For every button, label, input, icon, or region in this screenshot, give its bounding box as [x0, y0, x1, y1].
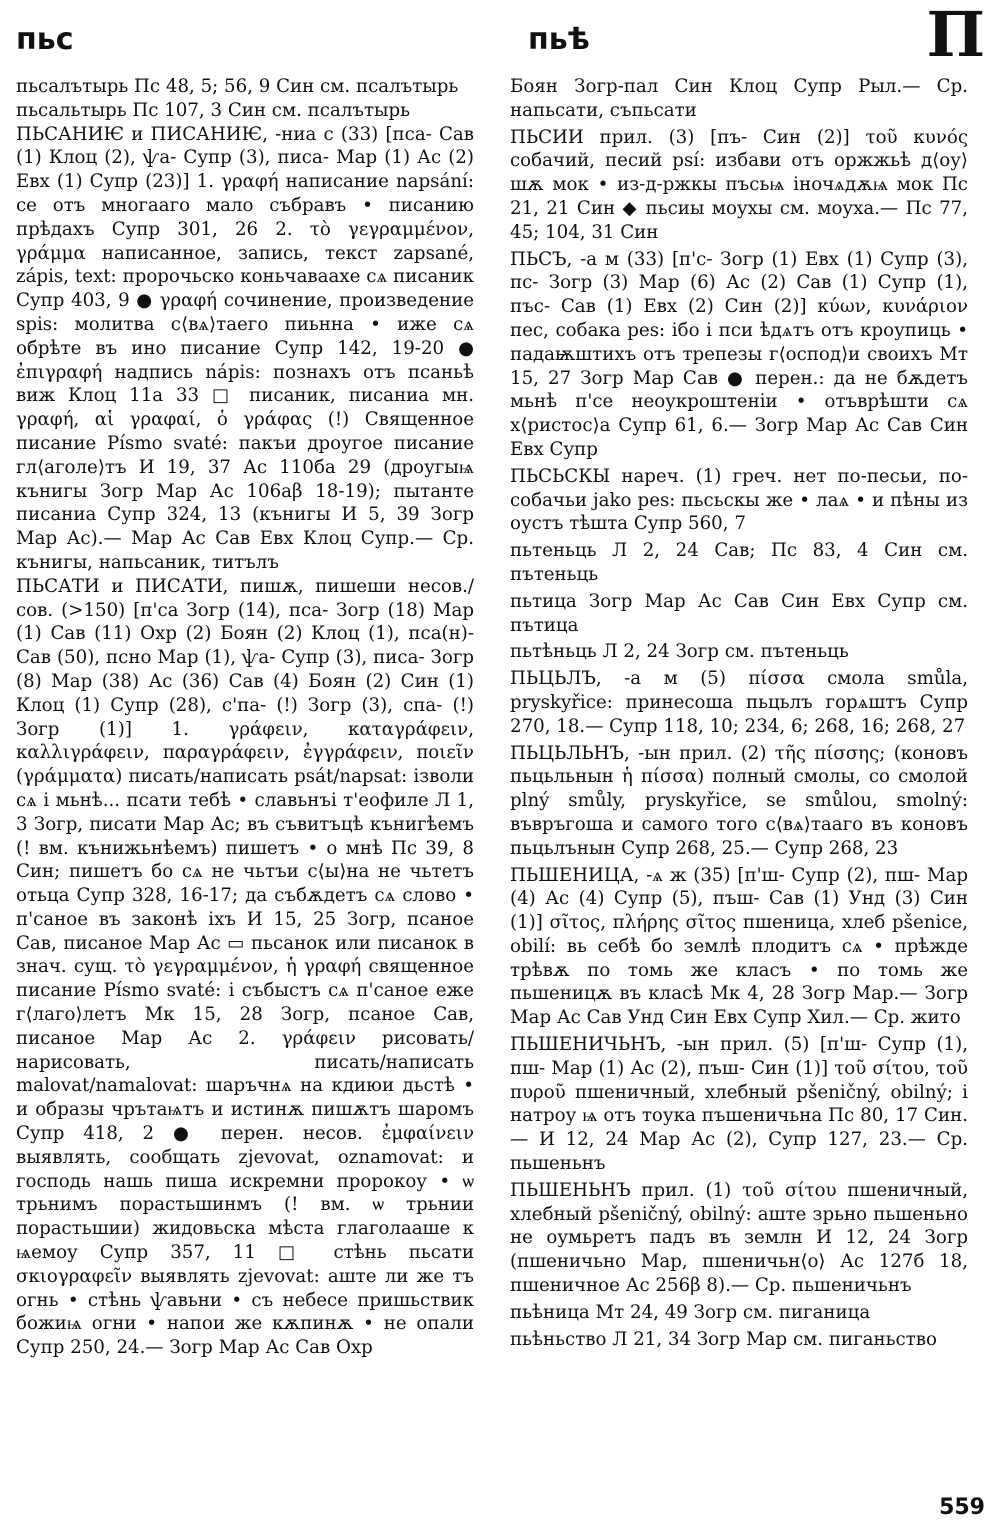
center-guideword: пьѣ	[528, 22, 590, 57]
dictionary-entry: пьсалътырь Пс 48, 5; 56, 9 Син см. псалътырь	[16, 76, 459, 97]
dictionary-entry: ПЬШЕНИЦА, -ѧ ж (35) [п'ш- Супр (2), пш- Мар (4) Ас (4) Супр (5), пъш- Сав (1) Унд (3) Син (1)] σῖτος, πλήρης σῖτος пшеница, хлеб pšenice, obilí: вь себѣ бо землѣ плодитъ сѧ • прѣжде трѣвѫ по томь же класъ • по томь же пьшеницѫ въ класѣ Мк 4, 28 Зогр Мар.— Зогр Мар Ас Сав Унд Син Евх Супр Хил.— Ср. жито	[510, 864, 968, 1029]
dictionary-entry: ПЬСЬСКЫ нареч. (1) греч. нет по-песьи, по-собачьи jako pes: пьсьскы же • лаѧ • и пѣны из оустъ тѣшта Супр 560, 7	[510, 465, 968, 535]
right-column	[510, 75, 968, 1351]
section-letter: П	[926, 0, 985, 71]
dictionary-entry: пьсальтырь Пс 107, 3 Син см. псалътырь	[16, 99, 411, 121]
dictionary-entry: пьѣньство Л 21, 34 Зогр Мар см. пиганьство	[510, 1328, 937, 1350]
dictionary-entry: ПЬСЪ, -а м (33) [п'с- Зогр (1) Евх (1) Супр (3), пс- Зогр (3) Мар (6) Ас (2) Сав (1) Супр (1), пъс- Сав (1) Евх (2) Син (2)] κύων, κυνάριον пес, собака pes: ібо і пси ѣдѧтъ отъ кроупиць • падаѭштихъ отъ трепезы г⟨оспод⟩и своихъ Мт 15, 27 Зогр Мар Сав ● перен.: да не бѫдетъ мьнѣ п'се неоукроштенiи • отъврѣшти сѧ х⟨ристос⟩а Супр 61, 6.— Зогр Мар Ас Сав Син Евх Супр	[510, 248, 968, 460]
dictionary-entry: пьтѣньць Л 2, 24 Зогр см. пътеньць	[510, 641, 849, 663]
dictionary-entry: Боян Зогр-пал Син Клоц Супр Рыл.— Ср. напьсати, съпьсати	[510, 76, 968, 121]
left-guideword: пьс	[16, 22, 74, 57]
dictionary-entry: ПЬСАТИ и ПИСАТИ, пишѫ, пишеши несов./сов. (>150) [п'са Зогр (14), пса- Зогр (18) Мар (1) Сав (11) Охр (2) Боян (2) Клоц (1), пса(н)- Сав (50), псно Мар (1), ѱа- Супр (3), писа- Зогр (8) Мар (38) Ас (36) Сав (4) Боян (2) Син (1) Клоц (1) Супр (28), с'па- (!) Зогр (3), спа- (!) Зогр (1)] 1. γράφειν, καταγράφειν, καλλιγράφειν, παραγράφειν, ἐγγράφειν, ποιεῖν (γράμματα) писать/написать psát/napsat: ізволи сѧ і мьнѣ... псати тебѣ • славьнъі т'еофиле Л 1, 3 Зогр, писати Мар Ас; въ съвитъцѣ кънигѣемъ (! вм. кънижьнѣемъ) пишетъ • о мнѣ Пс 39, 8 Син; пишетъ бо сѧ не чьтъи с⟨ы⟩на не чьтетъ отьца Супр 328, 16-17; да събѫдетъ сѧ слово • п'саное въ законѣ іхъ И 15, 25 Зогр, псаное Сав, писаное Мар Ас ▭ пьсанок или писанок в знач. сущ. τὸ γεγραμμένον, ἡ γραφή священное писание Písmo svaté: і събыстъ сѧ п'саное еже г⟨лаго⟩летъ Мк 15, 28 Зогр, псаное Сав, писаное Мар Ас 2. γράφειν рисовать/нарисовать, писать/написать malovat/namalovat: шаръчнѧ на кдиюи дьстѣ • и образы чрътаѩтъ и истинѫ пишѫтъ шаромъ Супр 418, 2 ● перен. несов. ἐμφαίνειν выявлять, сообщать zjevovat, oznamovat: и господь нашь пиша искремни пророкоу • ѡ трьнимъ порастьшинмъ (! вм. ѡ трьнии порастьшии) жидовьска мѣста глаголааше к ѩемоу Супр 357, 11 □ стѣнь пьсати σκιογραφεῖν выявлять zjevovat: аште ли же тъ огнь • стѣнь ѱавьни • съ небесе пришьствик божиѩ огни • напои же кѫпинѫ • не опали Супр 250, 24.— Зогр Мар Ас Сав Охр	[16, 575, 474, 1359]
dictionary-entry: пьѣница Мт 24, 49 Зогр см. пиганица	[510, 1301, 871, 1323]
dictionary-entry: пьтица Зогр Мар Ас Сав Син Евх Супр см. пътица	[510, 590, 968, 636]
dictionary-entry: ПЬСИИ прил. (3) [пъ- Син (2)] τοῦ κυνός собачий, песий psí: избави отъ оржжьѣ д⟨оу⟩шѫ мок • из-д-ржкы пъсьѩ іночѧдѫѩ мок Пс 21, 21 Син ◆ пьсиы моухы см. моуха.— Пс 77, 45; 104, 31 Син	[510, 126, 968, 243]
dictionary-entry: ПЬЦЬЛЪ, -а м (5) πίσσα смола smůla, pryskyřice: принесоша пьцьлъ горѧштъ Супр 270, 18.— Супр 118, 10; 234, 6; 268, 16; 268, 27	[510, 668, 968, 737]
page-number: 559	[939, 1495, 985, 1520]
page-header	[0, 0, 999, 70]
dictionary-entry: ПЬШЕНИЧЬНЪ, -ын прил. (5) [п'ш- Супр (1), пш- Мар (1) Ас (2), пъш- Син (1)] τοῦ σίτου, τοῦ πυροῦ пшеничный, хлебный pšeničný, obilný; і натроу ѩ отъ тоука пъшеничьна Пс 80, 17 Син.— И 12, 24 Мар Ас (2), Супр 127, 23.— Ср. пьшеньнъ	[510, 1034, 968, 1175]
dictionary-entry: ПЬЦЬЛЬНЪ, -ын прил. (2) τῆς πίσσης; (коновъ пьцьльнын ἡ πίσσα) полный смолы, со смолой plný smůly, pryskyřice, se smůlou, smolný: въвръгоша и самого того с⟨вѧ⟩тааго въ коновъ пьцьлънын Супр 268, 25.— Супр 268, 23	[510, 742, 968, 859]
dictionary-entry: ПЬШЕНЬНЪ прил. (1) τοῦ σίτου пшеничный, хлебный pšeničný, obilný: аште зрьно пьшеньно не оумьретъ падъ въ землн И 12, 24 Зогр (пшеничьно Мар, пшеничьн⟨о⟩ Ас 127б 18, пшеничное Ас 256β 8).— Ср. пьшеничьнъ	[510, 1179, 968, 1297]
dictionary-entry: ПЬСАНИѤ и ПИСАНИѤ, -ниа с (33) [пса- Сав (1) Клоц (2), ѱа- Супр (3), писа- Мар (1) Ас (2) Евх (1) Супр (23)] 1. γραφή написание napsání: се отъ многааго мало събравъ • писанию прѣдахъ Супр 301, 26 2. τὸ γεγραμμένον, γράμμα написанное, запись, текст zapsané, zápis, text: пророчьско коньчаваахе сѧ писаник Супр 403, 9 ● γραφή сочинение, произведение spis: молитва с⟨вѧ⟩таего пиьнна • иже сѧ обрѣте въ ино писание Супр 142, 19-20 ● ἐπιγραφή надпись nápis: познахъ отъ псаньѣ виж Клоц 11а 33 □ писаник, писаниа мн. γραφή, αἱ γραφαί, ὁ γράφας (!) Священное писание Písmo svaté: пакъи дроугое писание гл⟨аголе⟩тъ И 19, 37 Ас 110ба 29 (дроугыѩ кънигы Зогр Мар Ас 106аβ 18-19); пытанте писаниа Супр 324, 13 (кънигы И 5, 39 Зогр Мар Ас).— Мар Ас Сав Евх Клоц Супр.— Ср. кънигы, напьсаник, титълъ	[16, 123, 474, 573]
dictionary-entry: пьтеньць Л 2, 24 Сав; Пс 83, 4 Син см. пътеньць	[510, 540, 968, 585]
left-column	[16, 75, 474, 1360]
